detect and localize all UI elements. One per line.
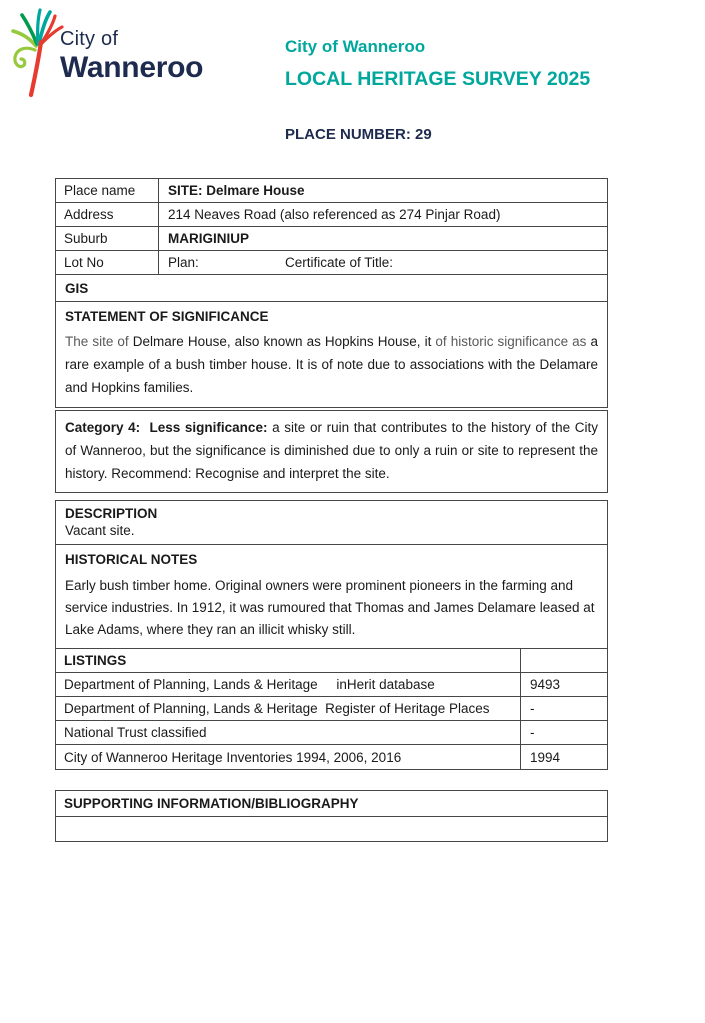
category-box bbox=[55, 410, 608, 493]
listing-value: 1994 bbox=[530, 749, 561, 765]
gis-row: GIS bbox=[56, 275, 607, 302]
place-number: PLACE NUMBER: 29 bbox=[285, 126, 432, 143]
kangaroo-paw-icon bbox=[8, 8, 64, 98]
place-name-value: SITE: Delmare House bbox=[168, 183, 305, 198]
listing-label: City of Wanneroo Heritage Inventories 1994, 2006, 2016 bbox=[56, 745, 521, 769]
table-row-address bbox=[56, 203, 607, 227]
table-row-register bbox=[56, 697, 607, 721]
category-text: Category 4: Less significance: a site or ruin that contributes to the history of the City of Wanneroo, but the significance is diminished due to only a ruin or site to represent the history. Recommend: Recognise and interpret the site. bbox=[65, 420, 602, 481]
table-row-national-trust bbox=[56, 721, 607, 745]
place-name-label: Place name bbox=[56, 179, 159, 202]
table-row-place-name bbox=[56, 179, 607, 203]
table-row-suburb bbox=[56, 227, 607, 251]
suburb-value: MARIGINIUP bbox=[168, 231, 249, 246]
description-heading: DESCRIPTION bbox=[65, 506, 158, 521]
listings-header-row bbox=[56, 649, 607, 673]
listing-label: Department of Planning, Lands & Heritage inHerit database bbox=[56, 673, 521, 696]
lot-no-label: Lot No bbox=[56, 251, 159, 274]
listings-table bbox=[55, 648, 608, 770]
statement-of-significance-section bbox=[56, 302, 607, 407]
statement-of-significance-text: The site of Delmare House, also known as Hopkins House, it of historic significance as a rare example of a bush timber house. It is of note due to associations with the Delamare and Hopkins families. bbox=[65, 334, 598, 395]
document-header bbox=[285, 36, 590, 143]
logo-wanneroo-text: Wanneroo bbox=[60, 51, 204, 84]
plan-label: Plan: bbox=[168, 255, 199, 270]
certificate-of-title-label: Certificate of Title: bbox=[285, 255, 394, 270]
historical-notes-row bbox=[56, 545, 607, 649]
description-text: Vacant site. bbox=[65, 523, 135, 538]
address-value: 214 Neaves Road (also referenced as 274 Pinjar Road) bbox=[168, 207, 501, 222]
listing-label: Department of Planning, Lands & Heritage Register of Heritage Places bbox=[56, 697, 521, 720]
suburb-label: Suburb bbox=[56, 227, 159, 250]
supporting-information-table bbox=[55, 790, 608, 842]
listings-heading: LISTINGS bbox=[56, 649, 521, 672]
table-row-heritage-inventories bbox=[56, 745, 607, 769]
document-title-line1: City of Wanneroo bbox=[285, 37, 426, 56]
lot-no-value bbox=[159, 255, 607, 270]
supporting-information-heading: SUPPORTING INFORMATION/BIBLIOGRAPHY bbox=[56, 791, 607, 817]
statement-of-significance-heading: STATEMENT OF SIGNIFICANCE bbox=[65, 309, 269, 324]
description-table bbox=[55, 500, 608, 650]
listing-value: 9493 bbox=[530, 677, 561, 692]
document-title-line2: LOCAL HERITAGE SURVEY 2025 bbox=[285, 68, 591, 90]
listing-label: National Trust classified bbox=[56, 721, 521, 744]
listing-value: - bbox=[530, 725, 535, 740]
table-row-inherit bbox=[56, 673, 607, 697]
supporting-information-empty-row bbox=[56, 817, 607, 841]
description-row bbox=[56, 501, 607, 545]
logo-city-of-text: City of bbox=[60, 28, 119, 50]
table-row-lot-no bbox=[56, 251, 607, 275]
historical-notes-heading: HISTORICAL NOTES bbox=[65, 552, 198, 567]
historical-notes-text: Early bush timber home. Original owners were prominent pioneers in the farming and service industries. In 1912, it was rumoured that Thomas and James Delamare leased at Lake Adams, where they ran an illicit whisky still. bbox=[65, 578, 595, 637]
city-of-wanneroo-logo bbox=[8, 6, 258, 98]
listing-value: - bbox=[530, 701, 535, 716]
place-details-table bbox=[55, 178, 608, 408]
category-label: Category 4: Less significance: bbox=[65, 420, 268, 435]
address-label: Address bbox=[56, 203, 159, 226]
